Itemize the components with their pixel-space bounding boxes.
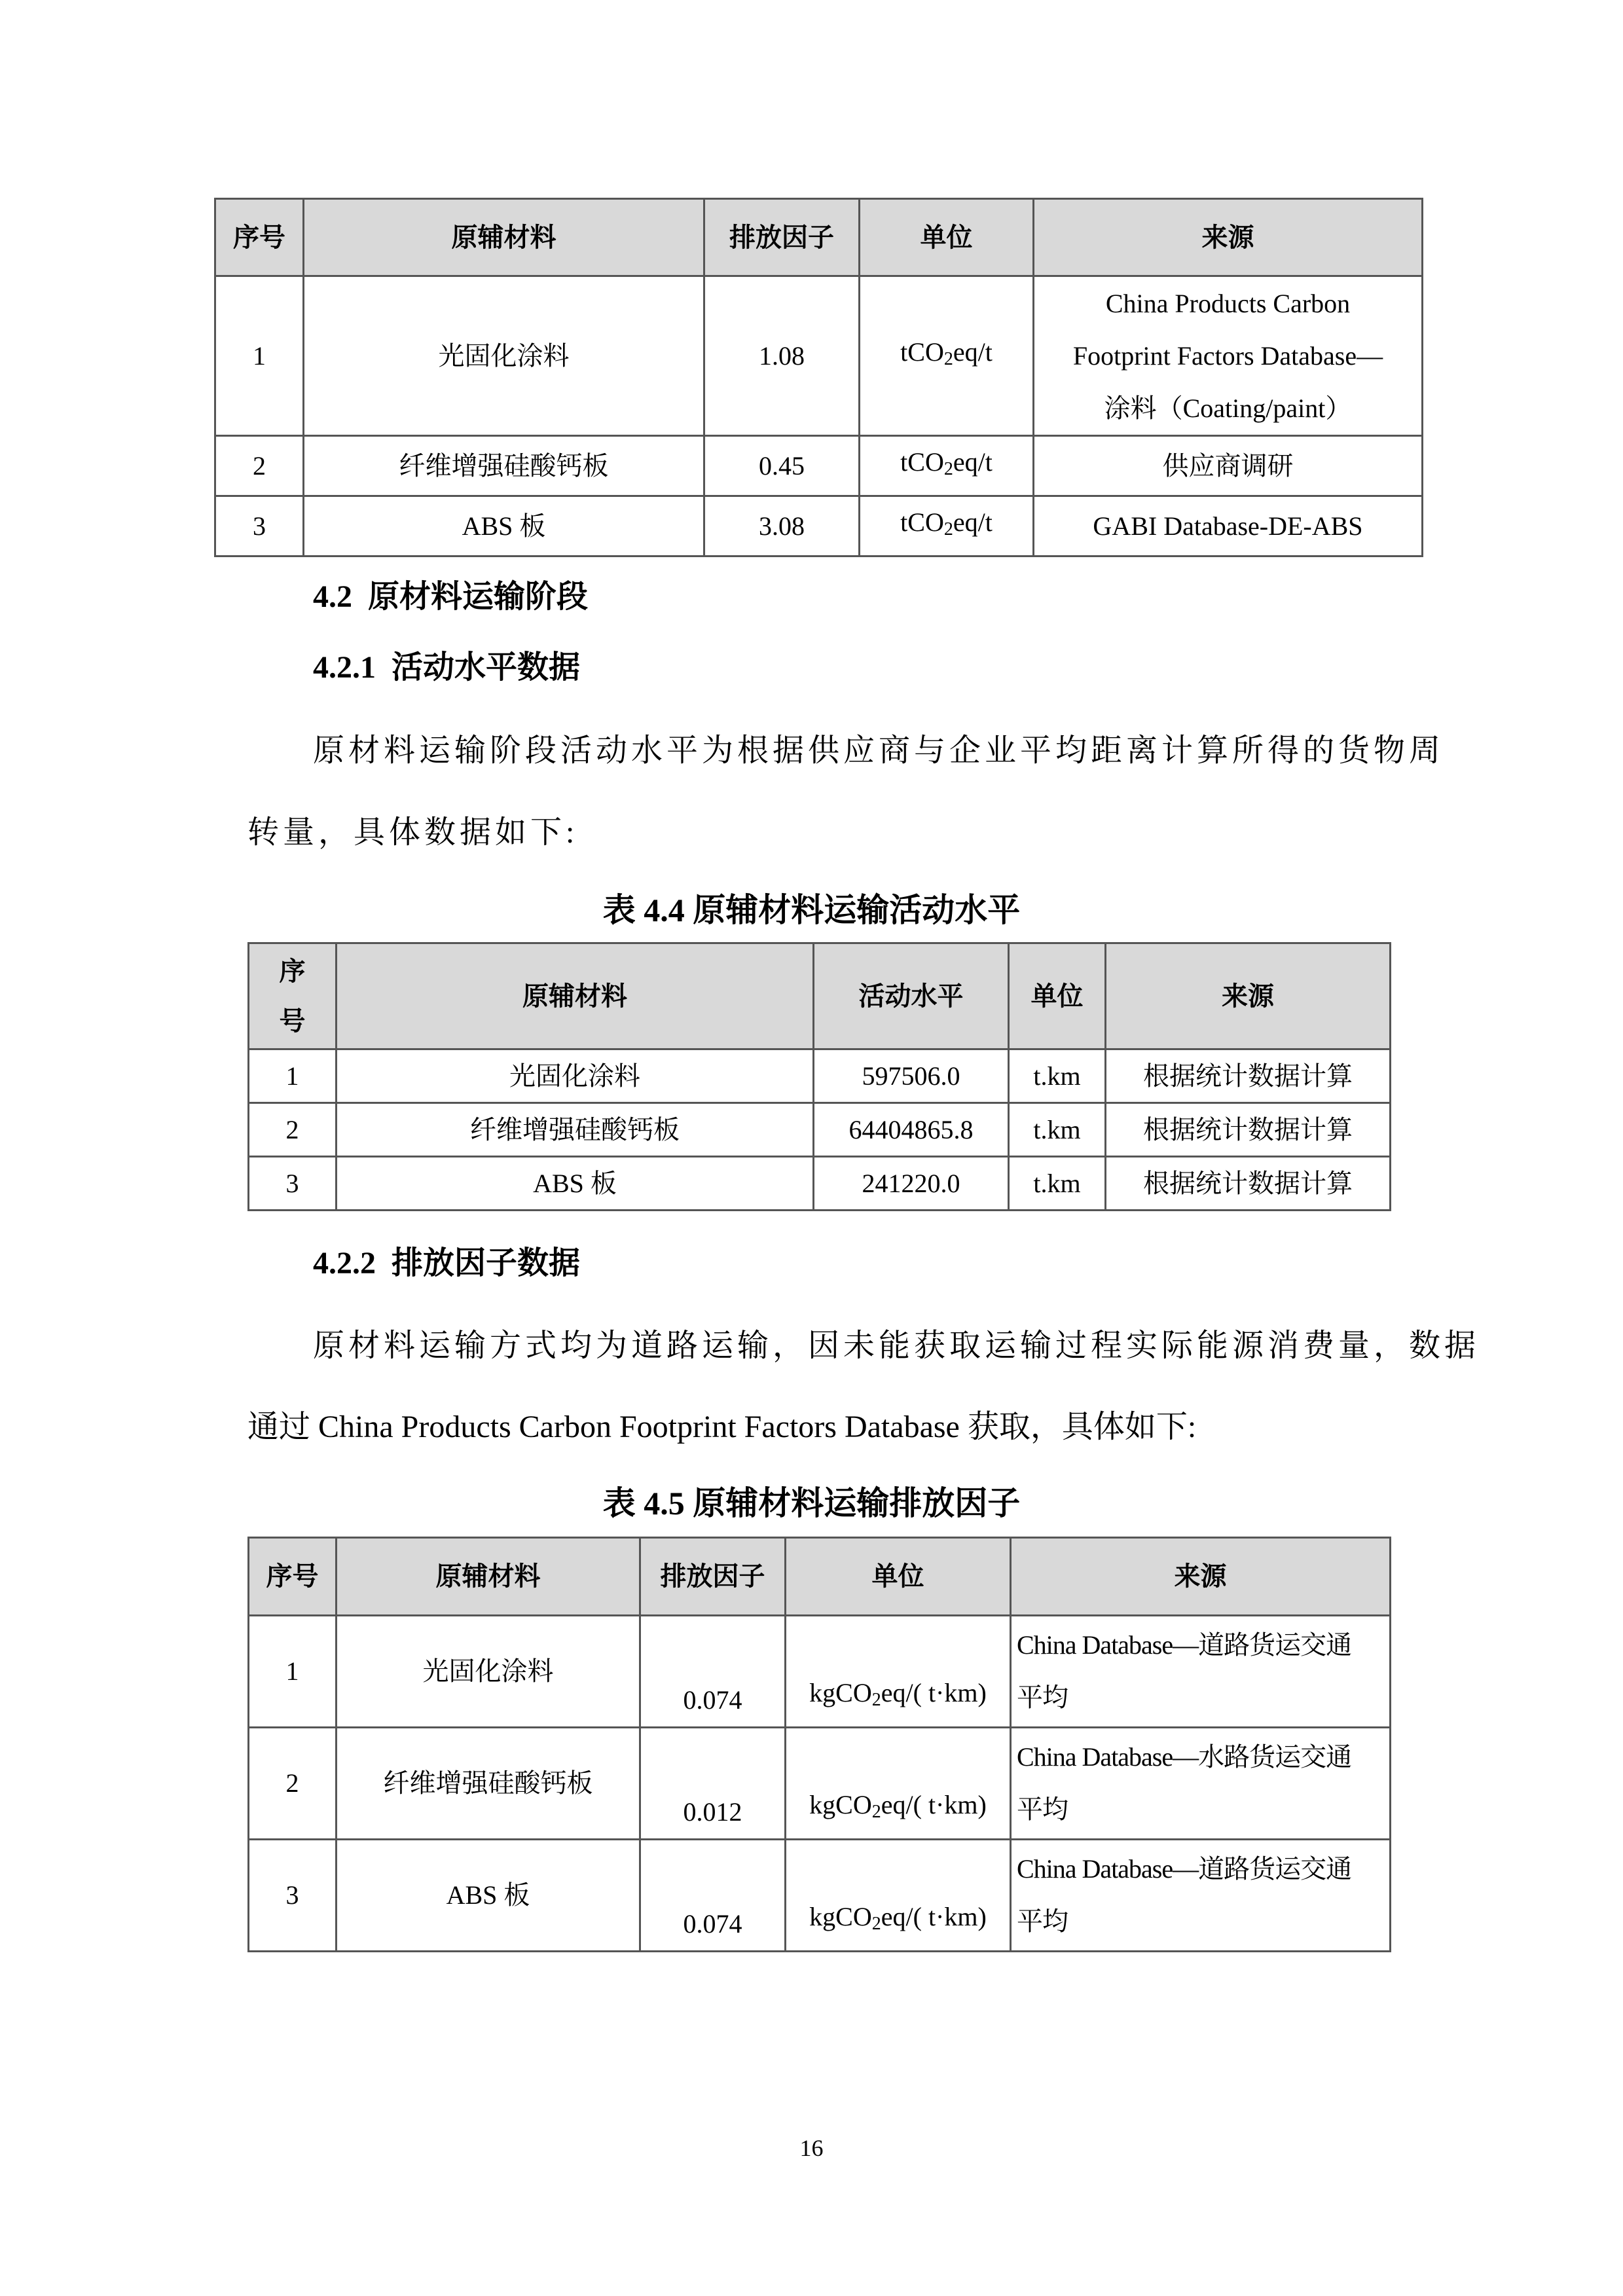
cell-level: 597506.0	[814, 1049, 1009, 1103]
cell-material: 光固化涂料	[337, 1616, 640, 1728]
cell-no: 2	[249, 1728, 337, 1840]
cell-unit	[786, 1728, 1011, 1840]
cell-unit: t.km	[1009, 1103, 1106, 1157]
header-source: 来源	[1106, 943, 1391, 1049]
unit-tail: eq/t	[953, 507, 993, 537]
table-row	[249, 1840, 1391, 1952]
table-header-row	[215, 199, 1423, 276]
table-transport-emission-factors	[247, 1537, 1391, 1952]
header-factor: 排放因子	[640, 1538, 786, 1616]
section-number: 4.2	[313, 579, 352, 614]
unit-subscript: 2	[871, 1690, 881, 1710]
cell-source: 根据统计数据计算	[1106, 1157, 1391, 1211]
table-transport-activity	[247, 942, 1391, 1211]
unit-main: kgCO	[809, 1678, 872, 1707]
unit-subscript: 2	[943, 459, 953, 479]
cell-material: ABS 板	[337, 1840, 640, 1952]
section-heading-4-2-1	[313, 642, 580, 687]
table-caption: 表 4.5 原辅材料运输排放因子	[602, 1485, 1021, 1522]
source-line: China Database—水路货运交通	[1017, 1742, 1352, 1772]
cell-factor: 1.08	[704, 276, 860, 436]
cell-source: 根据统计数据计算	[1106, 1049, 1391, 1103]
cell-factor: 3.08	[704, 496, 860, 556]
paragraph-line: 转量，具体数据如下:	[247, 815, 579, 850]
cell-unit	[860, 496, 1034, 556]
cell-source: 供应商调研	[1034, 436, 1423, 496]
cell-no: 3	[215, 496, 304, 556]
table-row	[249, 1103, 1391, 1157]
source-line: China Products Carbon	[1105, 288, 1351, 318]
section-number: 4.2.2	[313, 1246, 376, 1281]
header-no-line: 号	[279, 1006, 306, 1036]
unit-subscript: 2	[943, 349, 953, 369]
paragraph-line: 原材料运输阶段活动水平为根据供应商与企业平均距离计算所得的货物周	[313, 733, 1445, 768]
header-level: 活动水平	[814, 943, 1009, 1049]
cell-material: 纤维增强硅酸钙板	[337, 1103, 814, 1157]
header-no	[249, 943, 337, 1049]
unit-subscript: 2	[871, 1914, 881, 1934]
section-heading-4-2	[313, 571, 588, 616]
header-factor: 排放因子	[704, 199, 860, 276]
unit-tail: eq/( t·km)	[881, 1902, 987, 1931]
unit-main: tCO	[900, 337, 944, 367]
header-material: 原辅材料	[337, 1538, 640, 1616]
cell-source	[1011, 1728, 1391, 1840]
cell-no: 1	[249, 1049, 337, 1103]
cell-factor: 0.074	[640, 1616, 786, 1728]
source-line: 涂料（Coating/paint）	[1104, 393, 1352, 423]
cell-level: 64404865.8	[814, 1103, 1009, 1157]
paragraph-line: 原材料运输方式均为道路运输，因未能获取运输过程实际能源消费量，数据	[313, 1328, 1480, 1363]
header-no: 序号	[215, 199, 304, 276]
cell-no: 1	[215, 276, 304, 436]
table-row	[215, 436, 1423, 496]
section-title: 原材料运输阶段	[368, 579, 589, 614]
source-line: Footprint Factors Database—	[1072, 340, 1383, 371]
cell-unit	[786, 1616, 1011, 1728]
cell-no: 3	[249, 1840, 337, 1952]
cell-material: ABS 板	[337, 1157, 814, 1211]
cell-material: 光固化涂料	[337, 1049, 814, 1103]
header-material: 原辅材料	[337, 943, 814, 1049]
cell-no: 1	[249, 1616, 337, 1728]
header-source: 来源	[1011, 1538, 1391, 1616]
cell-no: 3	[249, 1157, 337, 1211]
cell-source	[1034, 276, 1423, 436]
source-line: China Database—道路货运交通	[1017, 1854, 1352, 1884]
header-unit: 单位	[786, 1538, 1011, 1616]
unit-subscript: 2	[871, 1802, 881, 1822]
cell-unit	[786, 1840, 1011, 1952]
header-no: 序号	[249, 1538, 337, 1616]
cell-factor: 0.45	[704, 436, 860, 496]
cell-source	[1011, 1840, 1391, 1952]
cell-source: 根据统计数据计算	[1106, 1103, 1391, 1157]
table-row	[215, 276, 1423, 436]
unit-tail: eq/( t·km)	[881, 1790, 987, 1819]
unit-main: kgCO	[809, 1790, 872, 1819]
cell-factor: 0.074	[640, 1840, 786, 1952]
section-heading-4-2-2	[313, 1237, 580, 1283]
table-header-row	[249, 943, 1391, 1049]
cell-material: ABS 板	[304, 496, 704, 556]
cell-material: 纤维增强硅酸钙板	[304, 436, 704, 496]
source-line: 平均	[1017, 1795, 1068, 1824]
table-header-row	[249, 1538, 1391, 1616]
paragraph-line: 通过 China Products Carbon Footprint Factors Database 获取，具体如下:	[247, 1410, 1197, 1444]
page-number: 16	[799, 2135, 824, 2161]
header-source: 来源	[1034, 199, 1423, 276]
table-row	[249, 1728, 1391, 1840]
cell-source: GABI Database-DE-ABS	[1034, 496, 1423, 556]
cell-unit	[860, 276, 1034, 436]
section-title: 活动水平数据	[392, 650, 581, 685]
source-line: 平均	[1017, 1906, 1068, 1936]
unit-tail: eq/( t·km)	[881, 1678, 987, 1707]
unit-tail: eq/t	[953, 447, 993, 477]
table-row	[249, 1157, 1391, 1211]
table-row	[249, 1049, 1391, 1103]
unit-tail: eq/t	[953, 337, 993, 367]
source-line: 平均	[1017, 1683, 1068, 1712]
cell-no: 2	[249, 1103, 337, 1157]
header-material: 原辅材料	[304, 199, 704, 276]
cell-source	[1011, 1616, 1391, 1728]
table-caption: 表 4.4 原辅材料运输活动水平	[602, 892, 1021, 928]
cell-unit: t.km	[1009, 1157, 1106, 1211]
unit-main: tCO	[900, 447, 944, 477]
table-row	[249, 1616, 1391, 1728]
cell-level: 241220.0	[814, 1157, 1009, 1211]
cell-unit	[860, 436, 1034, 496]
cell-no: 2	[215, 436, 304, 496]
cell-factor: 0.012	[640, 1728, 786, 1840]
section-title: 排放因子数据	[392, 1246, 581, 1281]
table-emission-factors-materials	[214, 198, 1423, 557]
header-unit: 单位	[860, 199, 1034, 276]
header-no-line: 序	[279, 956, 306, 986]
cell-unit: t.km	[1009, 1049, 1106, 1103]
cell-material: 纤维增强硅酸钙板	[337, 1728, 640, 1840]
header-unit: 单位	[1009, 943, 1106, 1049]
table-row	[215, 496, 1423, 556]
unit-main: tCO	[900, 507, 944, 537]
unit-subscript: 2	[943, 519, 953, 539]
source-line: China Database—道路货运交通	[1017, 1630, 1352, 1660]
unit-main: kgCO	[809, 1902, 872, 1931]
cell-material: 光固化涂料	[304, 276, 704, 436]
section-number: 4.2.1	[313, 650, 376, 685]
